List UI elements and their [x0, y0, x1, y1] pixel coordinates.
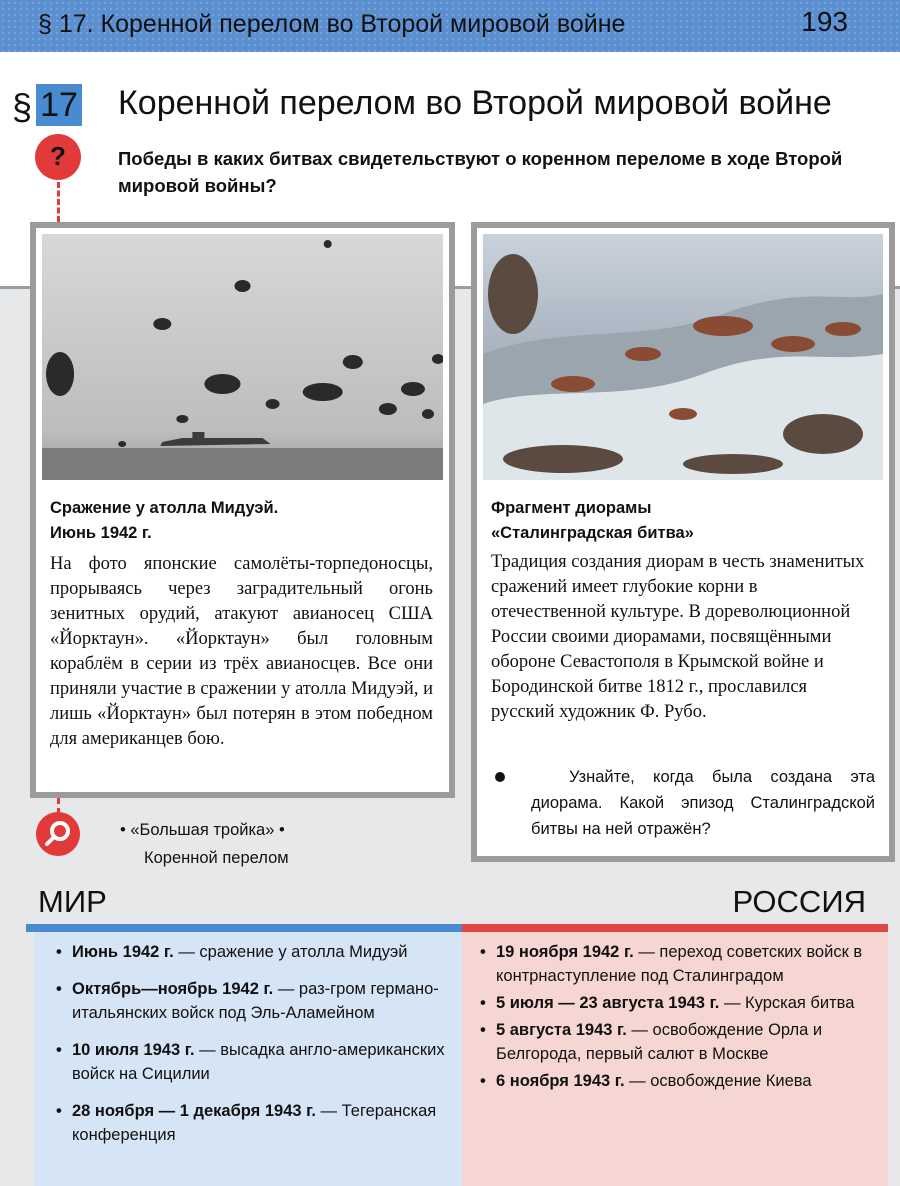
- running-header-title: § 17. Коренной перелом во Второй мировой войне: [38, 10, 626, 38]
- event-date: 5 июля — 23 августа 1943 г.: [496, 994, 720, 1012]
- section-sign: §: [12, 86, 33, 127]
- midway-photo-illustration: [42, 234, 443, 480]
- keyword-turning-point: Коренной перелом: [144, 849, 289, 867]
- diorama-caption-line1: Фрагмент диорамы: [491, 499, 652, 517]
- diorama-task-text: Узнайте, когда была создана эта диорама. Какой эпизод Сталинградской битвы на ней отражён?: [531, 768, 875, 838]
- event-text: — переход советских войск в контрнаступление под Сталинградом: [496, 943, 863, 985]
- question-dash-line: [57, 182, 60, 222]
- russia-timeline-list: [480, 940, 880, 1096]
- list-item: [480, 991, 880, 1015]
- key-question: Победы в каких битвах свидетельствуют о коренном переломе в ходе Второй мировой войны?: [118, 148, 843, 196]
- diorama-task: [495, 764, 875, 842]
- russia-column-title: РОССИЯ: [732, 884, 866, 919]
- midway-caption: [50, 496, 435, 546]
- page-number: 193: [801, 6, 848, 37]
- event-date: 6 ноября 1943 г.: [496, 1072, 625, 1090]
- task-bullet-icon: [495, 772, 505, 782]
- section-number: 17: [36, 84, 82, 126]
- midway-description: На фото японские самолёты-торпедоносцы, прорываясь через заградительный огонь зенитных орудий, атакуют авианосец США «Йорктаун». «Йорктаун» был головным кораблём в серии из трёх авианосцев. Все они приняли участие в сражении у атолла Мидуэй, и лишь «Йорктаун» был потерян в этом победном для американцев бою.: [50, 554, 433, 749]
- event-text: — освобождение Орла и Белгорода, первый салют в Москве: [496, 1021, 823, 1063]
- list-item: [56, 940, 456, 964]
- list-item: [480, 940, 880, 988]
- event-text: — сражение у атолла Мидуэй: [173, 943, 408, 961]
- event-text: — Курская битва: [719, 994, 855, 1012]
- world-timeline-list: [56, 940, 456, 1160]
- diorama-caption: [491, 496, 875, 546]
- midway-caption-line2: Июнь 1942 г.: [50, 524, 152, 542]
- event-date: 10 июля 1943 г.: [72, 1041, 195, 1059]
- world-accent-bar: [26, 924, 462, 932]
- event-date: 5 августа 1943 г.: [496, 1021, 627, 1039]
- magnifier-icon-glyph: [36, 812, 80, 856]
- list-item: [56, 1099, 456, 1147]
- list-item: [480, 1069, 880, 1093]
- event-text: — раз-гром германо-итальянских войск под Эль-Аламейном: [72, 980, 439, 1022]
- list-item: [56, 1038, 456, 1086]
- event-date: Октябрь—ноябрь 1942 г.: [72, 980, 274, 998]
- question-mark-icon: ?: [35, 134, 81, 180]
- world-column-title: МИР: [38, 884, 107, 919]
- event-date: 28 ноября — 1 декабря 1943 г.: [72, 1102, 316, 1120]
- midway-battle-photo: [42, 234, 443, 480]
- list-item: [56, 977, 456, 1025]
- magnifier-icon: [36, 812, 80, 856]
- keywords-block: [120, 816, 289, 872]
- stalingrad-diorama-box: [471, 222, 895, 862]
- russia-accent-bar: [462, 924, 888, 932]
- event-date: Июнь 1942 г.: [72, 943, 174, 961]
- event-text: — высадка англо-американских войск на Сицилии: [72, 1041, 445, 1083]
- diorama-illustration: [483, 234, 883, 480]
- section-title: Коренной перелом во Второй мировой войне: [118, 84, 832, 122]
- event-text: — Тегеранская конференция: [72, 1102, 437, 1144]
- diorama-description: Традиция создания диорам в честь знаменитых сражений имеет глубокие корни в отечественной культуре. В дореволюционной России своими диорамами, посвящёнными обороне Севастополя в Крымской войне и Бородинской битве 1812 г., прославился русский художник Ф. Рубо.: [491, 552, 865, 722]
- diorama-caption-line2: «Сталинградская битва»: [491, 524, 694, 542]
- event-date: 19 ноября 1942 г.: [496, 943, 634, 961]
- event-text: — освобождение Киева: [624, 1072, 812, 1090]
- midway-caption-line1: Сражение у атолла Мидуэй.: [50, 499, 279, 517]
- keyword-big-three: • «Большая тройка» •: [120, 821, 285, 839]
- midway-photo-box: [30, 222, 455, 798]
- stalingrad-diorama-photo: [483, 234, 883, 480]
- list-item: [480, 1018, 880, 1066]
